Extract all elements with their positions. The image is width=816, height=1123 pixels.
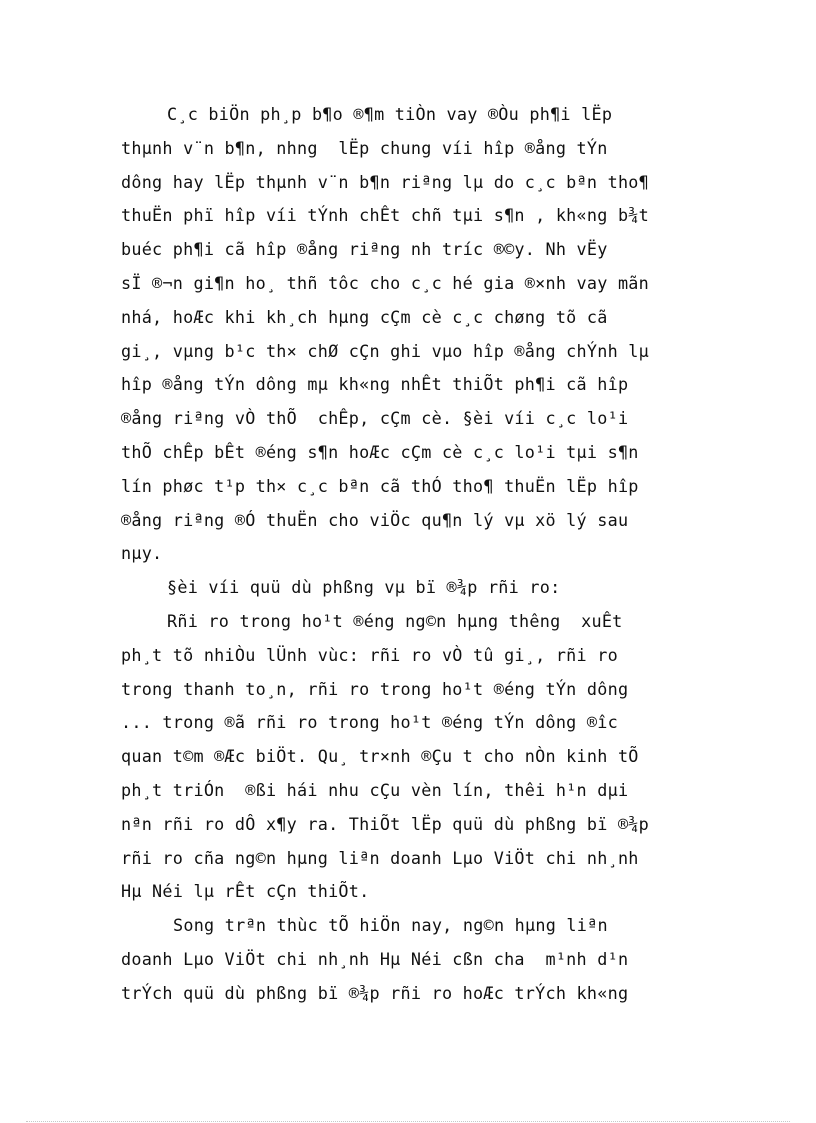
text-line: trÝch quü dù phßng bï ®¾p rñi ro hoÆc trÝch kh«ng: [121, 982, 629, 1003]
body-text: [121, 98, 701, 1011]
text-line: nhá, hoÆc khi kh¸ch hµng cÇm cè c¸c chøng tõ cã: [121, 306, 608, 327]
text-line: trong thanh to¸n, rñi ro trong ho¹t ®éng tÝn dông: [121, 678, 629, 699]
text-line: doanh Lµo ViÖt chi nh¸nh Hµ Néi cßn cha m¹nh d¹n: [121, 948, 629, 969]
text-line: nµy.: [121, 543, 163, 564]
text-line: hîp ®ång tÝn dông mµ kh«ng nhÊt thiÕt ph¶i cã hîp: [121, 374, 629, 395]
text-line: sÏ ®¬n gi¶n ho¸ thñ tôc cho c¸c hé gia ®×nh vay mãn: [121, 272, 650, 293]
section-heading: §èi víi quü dù phßng vµ bï ®¾p rñi ro:: [167, 577, 561, 598]
text-line: Rñi ro trong ho¹t ®éng ng©n hµng thêng xuÊt: [167, 610, 623, 631]
text-line: thÕ chÊp bÊt ®éng s¶n hoÆc cÇm cè c¸c lo¹i tµi s¶n: [121, 441, 639, 462]
text-line: nªn rñi ro dÔ x¶y ra. ThiÕt lËp quü dù phßng bï ®¾p: [121, 813, 650, 834]
text-line: Song trªn thùc tÕ hiÖn nay, ng©n hµng liªn: [173, 915, 608, 936]
text-line: buéc ph¶i cã hîp ®ång riªng nh tríc ®©y. Nh vËy: [121, 239, 608, 260]
text-line: thuËn phï hîp víi tÝnh chÊt chñ tµi s¶n , kh«ng b¾t: [121, 205, 650, 226]
text-line: lín phøc t¹p th× c¸c bªn cã thÓ tho¶ thuËn lËp hîp: [121, 475, 639, 496]
text-line: ®ång riªng ®Ó thuËn cho viÖc qu¶n lý vµ xö lý sau: [121, 509, 629, 530]
text-line: C¸c biÖn ph¸p b¶o ®¶m tiÒn vay ®Òu ph¶i lËp: [167, 104, 613, 124]
text-line: gi¸, vµng b¹c th× chØ cÇn ghi vµo hîp ®ång chÝnh lµ: [121, 340, 650, 361]
text-line: Hµ Néi lµ rÊt cÇn thiÕt.: [121, 881, 370, 902]
text-line: thµnh v¨n b¶n, nhng lËp chung víi hîp ®ång tÝn: [121, 137, 608, 158]
text-line: ph¸t tõ nhiÒu lÜnh vùc: rñi ro vÒ tû gi¸, rñi ro: [121, 644, 618, 665]
text-line: ... trong ®ã rñi ro trong ho¹t ®éng tÝn dông ®îc: [121, 712, 618, 733]
text-line: ph¸t triÓn ®ßi hái nhu cÇu vèn lín, thêi h¹n dµi: [121, 779, 629, 800]
page-bottom-divider: [26, 1121, 790, 1122]
text-line: dông hay lËp thµnh v¨n b¶n riªng lµ do c¸c bªn tho¶: [121, 171, 650, 192]
text-line: ®ång riªng vÒ thÕ chÊp, cÇm cè. §èi víi c¸c lo¹i: [121, 408, 629, 429]
text-line: quan t©m ®Æc biÖt. Qu¸ tr×nh ®Çu t cho nÒn kinh tÕ: [121, 746, 639, 767]
text-line: rñi ro cña ng©n hµng liªn doanh Lµo ViÖt chi nh¸nh: [121, 847, 639, 868]
